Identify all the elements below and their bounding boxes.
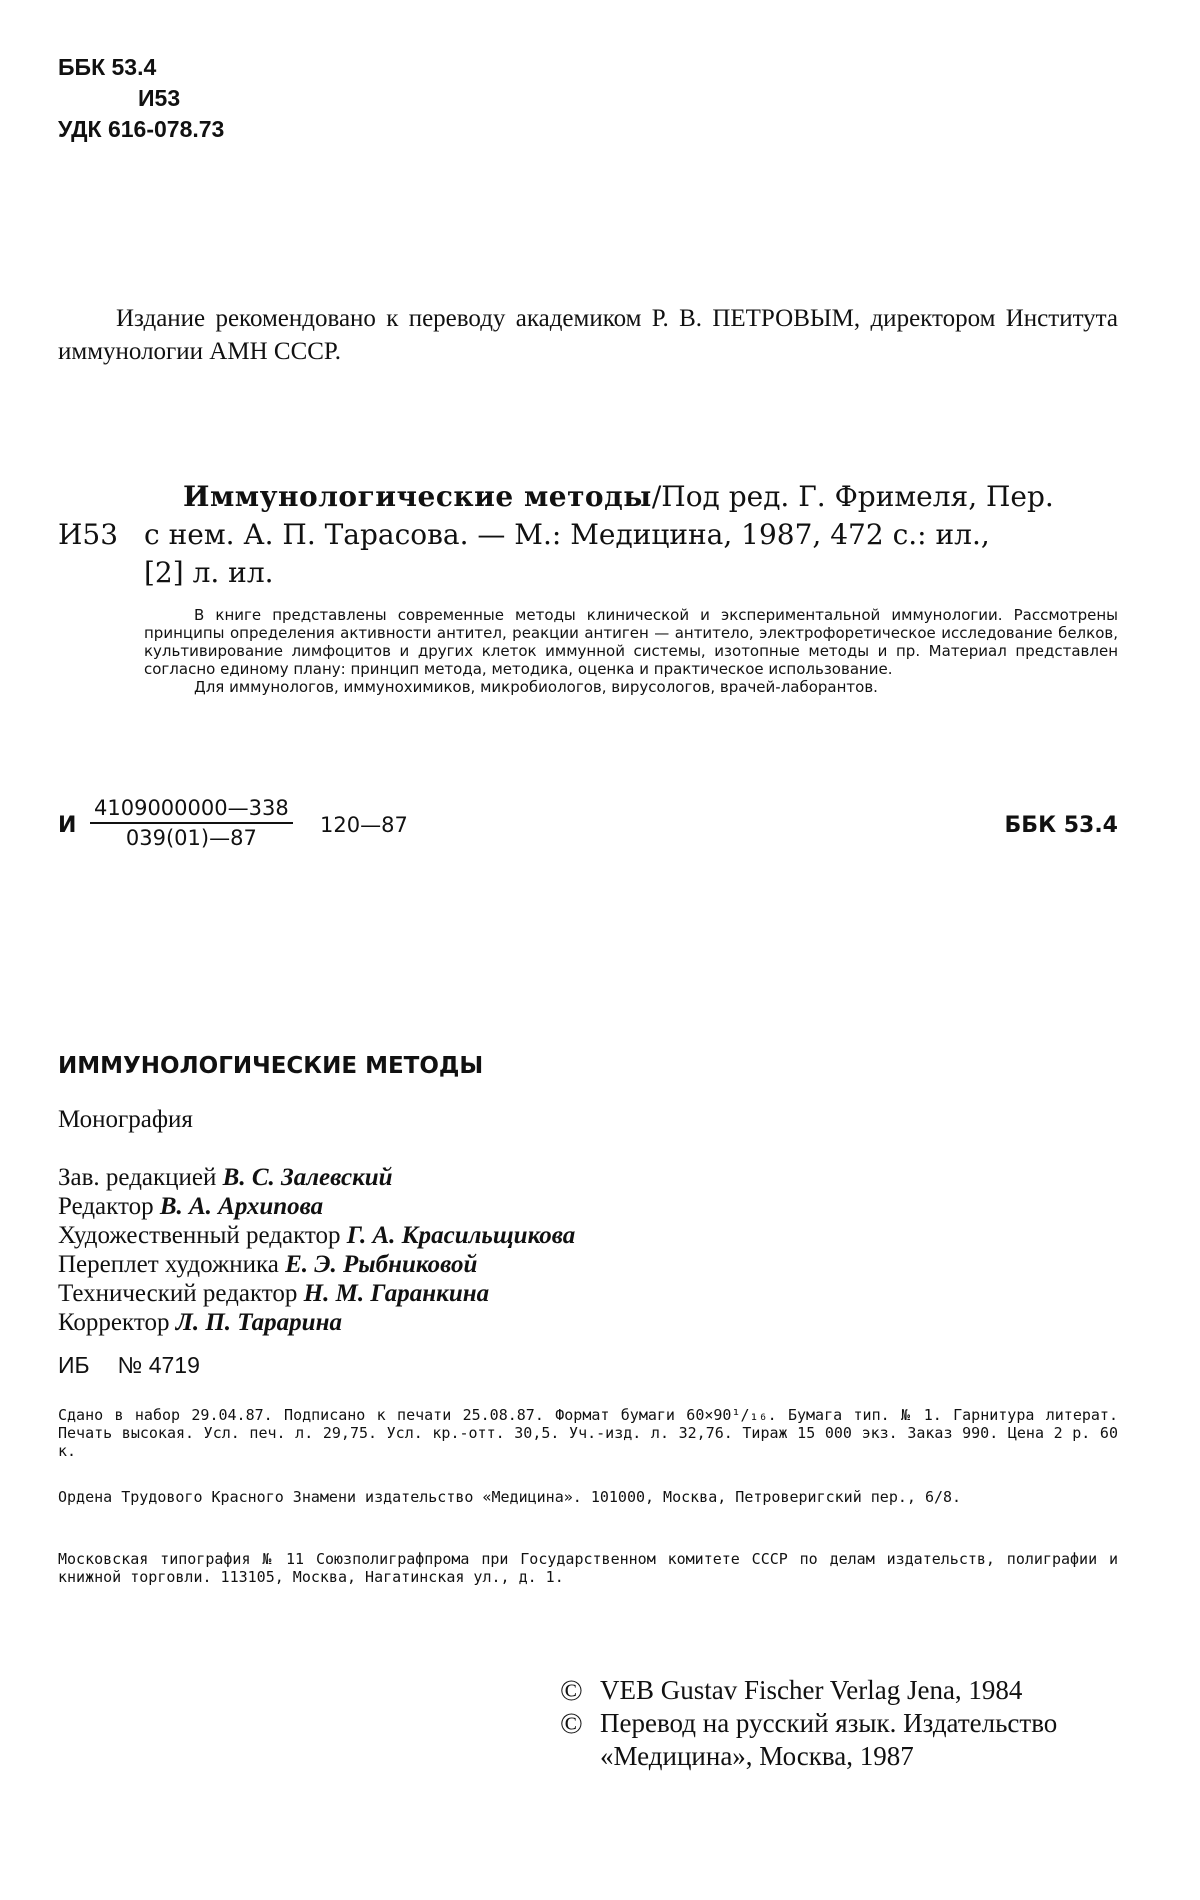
staff-role: Зав. редакцией — [58, 1164, 217, 1191]
author-cipher: И53 — [138, 85, 181, 111]
staff-row — [58, 1163, 575, 1192]
udk-code: УДК 616-078.73 — [58, 116, 225, 142]
abstract — [144, 606, 1118, 696]
production-imprint: Сдано в набор 29.04.87. Подписано к печати 25.08.87. Формат бумаги 60×90¹/₁₆. Бумага тип. № 1. Гарнитура литерат. Печать высокая. Усл. печ. л. 29,75. Усл. кр.-отт. 30,5. Уч.-изд. л. 32,76. Тираж 15 000 экз. Заказ 990. Цена 2 р. 60 к. — [58, 1406, 1118, 1460]
staff-name: Г. А. Красильщикова — [346, 1222, 576, 1249]
translation-recommendation: Издание рекомендовано к переводу академиком Р. В. ПЕТРОВЫМ, директором Института иммунологии АМН СССР. — [58, 305, 1118, 365]
copyright-row — [560, 1707, 1120, 1773]
bib-line-3 — [58, 554, 1118, 592]
staff-name: В. А. Архипова — [159, 1193, 324, 1220]
copyright-row — [560, 1674, 1120, 1707]
index-denominator: 039(01)—87 — [125, 826, 257, 850]
bib-title: Иммунологические методы — [183, 480, 652, 513]
staff-name: Л. П. Тарарина — [175, 1309, 342, 1336]
staff-role: Художественный редактор — [58, 1222, 341, 1249]
genre-label: Монография — [58, 1106, 193, 1133]
ib-number — [58, 1352, 200, 1379]
staff-role: Технический редактор — [58, 1280, 298, 1307]
bbk-code: ББК 53.4 — [58, 54, 157, 80]
staff-name: В. С. Залевский — [222, 1164, 393, 1191]
staff-row — [58, 1221, 575, 1250]
copyright-icon: © — [560, 1674, 583, 1707]
index-bbk: ББК 53.4 — [1004, 813, 1118, 838]
abstract-paragraph: В книге представлены современные методы клинической и экспериментальной иммунологии. Рассмотрены принципы определения активности антител, реакции антиген — антитело, электрофоретическое исследование белков, культивирование лимфоцитов и других клеток иммунной системы, изотопные методы и пр. Материал представлен согласно единому плану: принцип метода, методика, оценка и практическое использование. — [144, 606, 1118, 678]
publisher-imprint: Ордена Трудового Красного Знамени издательство «Медицина». 101000, Москва, Петроверигский пер., 6/8. — [58, 1488, 962, 1506]
classification-block — [58, 52, 224, 145]
ib-label: ИБ — [58, 1352, 90, 1378]
bib-cipher: И53 — [58, 518, 119, 551]
bibliographic-record — [58, 478, 1118, 592]
copyright-block — [560, 1674, 1120, 1773]
staff-role: Переплет художника — [58, 1251, 279, 1278]
staff-name: Н. М. Гаранкина — [303, 1280, 490, 1307]
printer-imprint: Московская типография № 11 Союзполиграфпрома при Государственном комитете СССР по делам издательств, полиграфии и книжной торговли. 113105, Москва, Нагатинская ул., д. 1. — [58, 1550, 1118, 1586]
staff-row — [58, 1192, 575, 1221]
copyright-icon: © — [560, 1707, 583, 1740]
staff-role: Редактор — [58, 1193, 154, 1220]
index-suffix: 120—87 — [320, 813, 408, 837]
bib-line-2 — [58, 516, 1118, 554]
bib-editor: /Под ред. Г. Фримеля, Пер. — [651, 480, 1054, 513]
bib-publication: с нем. А. П. Тарасова. — М.: Медицина, 1987, 472 с.: ил., — [144, 518, 990, 551]
index-letter: И — [58, 813, 77, 838]
index-numerator: 4109000000—338 — [90, 796, 293, 824]
staff-row — [58, 1250, 575, 1279]
copyright-text: Перевод на русский язык. Издательство «Медицина», Москва, 1987 — [600, 1708, 1058, 1771]
staff-row — [58, 1279, 575, 1308]
audience-paragraph: Для иммунологов, иммунохимиков, микробиологов, вирусологов, врачей-лаборантов. — [194, 678, 878, 696]
ib-value: № 4719 — [117, 1352, 200, 1378]
book-title: ИММУНОЛОГИЧЕСКИЕ МЕТОДЫ — [58, 1053, 484, 1079]
index-code-row — [58, 796, 1118, 856]
staff-row — [58, 1308, 575, 1337]
copyright-text: VEB Gustav Fischer Verlag Jena, 1984 — [600, 1675, 1023, 1705]
bib-line-1 — [58, 478, 1118, 516]
index-fraction — [90, 796, 293, 850]
editorial-staff — [58, 1163, 575, 1337]
staff-role: Корректор — [58, 1309, 170, 1336]
staff-name: Е. Э. Рыбниковой — [285, 1251, 478, 1278]
bib-illustrations: [2] л. ил. — [144, 556, 274, 589]
